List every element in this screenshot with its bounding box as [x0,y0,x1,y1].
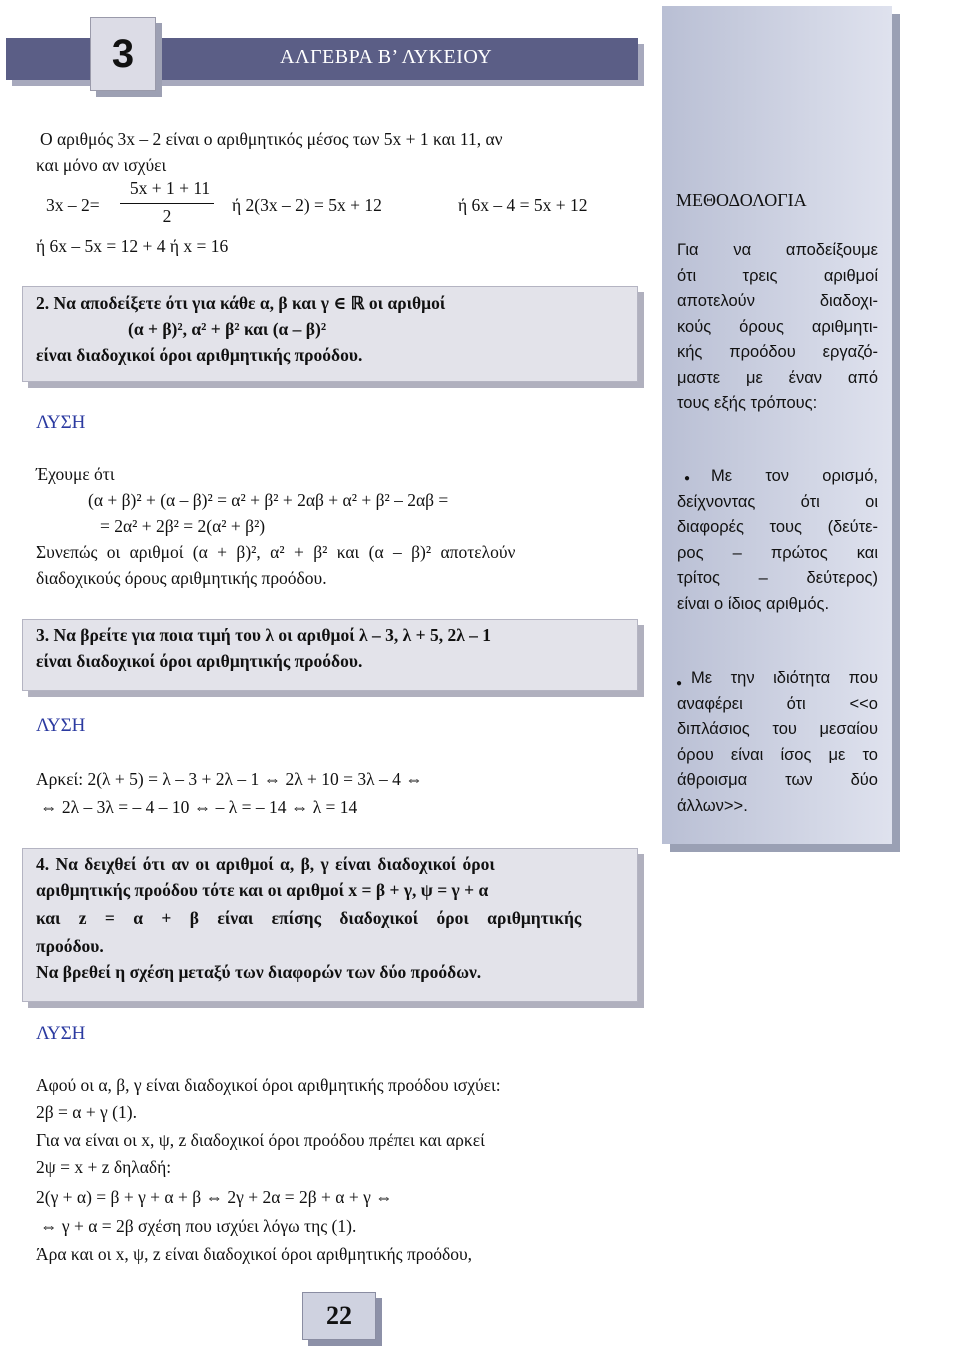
p4-solution-line-3: Για να είναι οι x, ψ, z διαδοχικοί όροι προόδου πρέπει και αρκεί [36,1130,485,1150]
sidebar-text-line: αποτελούν διαδοχι- [677,292,878,310]
intro-line-2: και μόνο αν ισχύει [36,155,167,175]
p2-solution-line-3: = 2α² + 2β² = 2(α² + β²) [100,516,266,536]
page-number: 22 [302,1292,376,1340]
problem-2-line-2: (α + β)², α² + β² και (α – β)² [128,319,327,339]
p3-solution-line-1: Αρκεί: 2(λ + 5) = λ – 3 + 2λ – 1 ⇔ 2λ + 10 = 3λ – 4 ⇔ [36,769,423,789]
p4-solution-line-1: Αφού οι α, β, γ είναι διαδοχικοί όροι αριθμητικής προόδου ισχύει: [36,1075,501,1095]
fraction-denominator: 2 [162,206,172,226]
intro-eq-right: ή 6x – 4 = 5x + 12 [458,195,588,215]
sidebar-text-line: αναφέρει ότι <<ο [677,694,878,713]
problem-4-line-2: αριθμητικής προόδου τότε και οι αριθμοί x = β + γ, ψ = γ + α [36,880,489,900]
sidebar-text-line: Για να αποδείξουμε [677,241,878,259]
bullet-icon: ● [676,678,683,689]
solution-label: ΛΥΣΗ [36,1023,86,1044]
p4-solution-line-6: ⇔ γ + α = 2β σχέση που ισχύει λόγω της (1). [40,1216,357,1236]
sidebar-text-line: όρου είναι ίσος με το [677,745,878,764]
intro-eq-mid: ή 2(3x – 2) = 5x + 12 [232,195,382,215]
book-title: ΑΛΓΕΒΡΑ Β’ ΛΥΚΕΙΟΥ [280,46,493,68]
sidebar-text-line: κής προόδου εργαζό- [677,343,878,361]
chapter-number: 3 [90,17,156,91]
sidebar-text-line: μαστε με έναν από [677,368,878,387]
sidebar-text-line: Με τον ορισμό, [711,467,878,485]
p4-solution-line-5: 2(γ + α) = β + γ + α + β ⇔ 2γ + 2α = 2β + α + γ ⇔ [36,1187,393,1207]
sidebar-intro [677,238,878,417]
sidebar-text-line: κούς όρους αριθμητι- [677,317,878,336]
problem-4-line-1: 4. Να δειχθεί ότι αν οι αριθμοί α, β, γ είναι διαδοχικοί όροι [36,854,495,874]
sidebar-text-line: είναι ο ίδιος αριθμός. [677,594,830,613]
problem-3-line-1: 3. Να βρείτε για ποια τιμή του λ οι αριθμοί λ – 3, λ + 5, 2λ – 1 [36,625,492,645]
p4-solution-line-7: Άρα και οι x, ψ, z είναι διαδοχικοί όροι αριθμητικής προόδου, [36,1244,473,1264]
p3-solution-line-2: ⇔ 2λ – 3λ = – 4 – 10 ⇔ – λ = – 14 ⇔ λ = 14 [40,797,358,817]
bullet-icon: ● [684,473,691,484]
p4-solution-line-2: 2β = α + γ (1). [36,1102,137,1122]
p2-solution-line-1: Έχουμε ότι [36,464,115,484]
p4-solution-line-4: 2ψ = x + z δηλαδή: [36,1157,172,1177]
intro-eq-lhs: 3x – 2= [46,195,100,215]
sidebar-text-line: δείχνοντας ότι οι [677,492,878,511]
sidebar-text-line: τους εξής τρόπους: [677,394,818,412]
sidebar-text-line: άλλων>>. [677,796,748,815]
sidebar-title: ΜΕΘΟΔΟΛΟΓΙΑ [676,190,807,210]
p2-solution-line-2: (α + β)² + (α – β)² = α² + β² + 2αβ + α² + β² – 2αβ = [88,490,449,510]
sidebar-bullet-2 [677,666,878,819]
fraction-bar [120,203,214,204]
solution-label: ΛΥΣΗ [36,715,86,736]
problem-4-line-3: και z = α + β είναι επίσης διαδοχικοί όροι αριθμητικής [36,908,582,928]
p2-solution-line-5: διαδοχικούς όρους αριθμητικής προόδου. [36,568,327,588]
sidebar-text-line: διπλάσιος του μεσαίου [677,720,878,738]
p2-solution-line-4: Συνεπώς οι αριθμοί (α + β)², α² + β² και (α – β)² αποτελούν [36,542,516,562]
problem-4-line-5: Να βρεθεί η σχέση μεταξύ των διαφορών των δύο προόδων. [36,962,482,982]
intro-line-1: Ο αριθμός 3x – 2 είναι ο αριθμητικός μέσος των 5x + 1 και 11, αν [40,129,503,149]
problem-2-line-3: είναι διαδοχικοί όροι αριθμητικής προόδου. [36,345,363,365]
intro-line-4: ή 6x – 5x = 12 + 4 ή x = 16 [36,236,229,256]
solution-label: ΛΥΣΗ [36,412,86,433]
sidebar-text-line: τρίτος – δεύτερος) [677,569,878,587]
problem-3-line-2: είναι διαδοχικοί όροι αριθμητικής προόδου. [36,651,363,671]
sidebar-bullet-1 [677,464,878,617]
sidebar-text-line: ότι τρεις αριθμοί [677,266,878,285]
sidebar-text-line: ρος – πρώτος και [677,543,878,562]
problem-2-line-1: 2. Να αποδείξετε ότι για κάθε α, β και γ ∈ ℝ οι αριθμοί [36,293,446,313]
sidebar-text-line: Με την ιδιότητα που [691,669,878,687]
sidebar-text-line: διαφορές τους (δεύτε- [677,518,878,536]
fraction-numerator: 5x + 1 + 11 [129,178,211,198]
sidebar-text-line: άθροισμα των δύο [677,771,878,789]
problem-4-line-4: προόδου. [36,936,104,956]
